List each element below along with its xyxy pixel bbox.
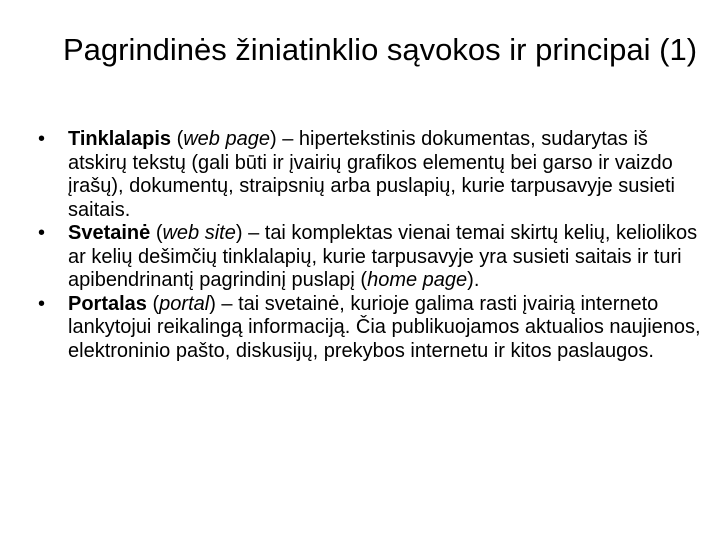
definition-text: ) – tai komplektas vienai temai skirtų kelių, keliolikos ar kelių dešimčių tinklalapių, kurie tarpusavyje yra susieti saitais ir turi apibendrinantį pagrindinį puslapį ( [68, 222, 698, 291]
text-fragment: ( [146, 292, 160, 315]
english-term: web site [162, 222, 236, 244]
text-fragment: ( [171, 128, 184, 150]
bullet-item-tinklalapis [38, 128, 708, 222]
bullet-list [38, 128, 708, 363]
term-label: Tinklalapis [68, 128, 172, 150]
slide-title: Pagrindinės žiniatinklio sąvokos ir principai (1) [62, 32, 698, 67]
term-label: Svetainė [68, 222, 151, 244]
term-label: Portalas [68, 292, 147, 315]
definition-text: ) – hipertekstinis dokumentas, sudarytas iš atskirų tekstų (gali būti ir įvairių grafikos elementų bei garso ir vaizdo įrašų), dokumentų, straipsnių arba puslapių, kurie tarpusavyje susieti saitais. [68, 128, 675, 221]
english-term: web page [183, 128, 270, 150]
english-term: portal [159, 292, 210, 315]
bullet-dot-icon: • [38, 292, 46, 315]
bullet-item-svetaine [38, 222, 708, 293]
text-fragment: ). [467, 269, 480, 291]
bullet-dot-icon: • [38, 128, 46, 150]
text-fragment: ( [150, 222, 163, 244]
bullet-dot-icon: • [38, 222, 46, 244]
definition-text: ) – tai svetainė, kurioje galima rasti įvairią interneto lankytojui reikalingą informaciją. Čia publikuojamos aktualios naujienos, elektroninio pašto, diskusijų, prekybos internetu ir kitos paslaugos. [68, 292, 701, 362]
bullet-item-portalas [38, 293, 708, 364]
english-term: home page [367, 269, 468, 291]
